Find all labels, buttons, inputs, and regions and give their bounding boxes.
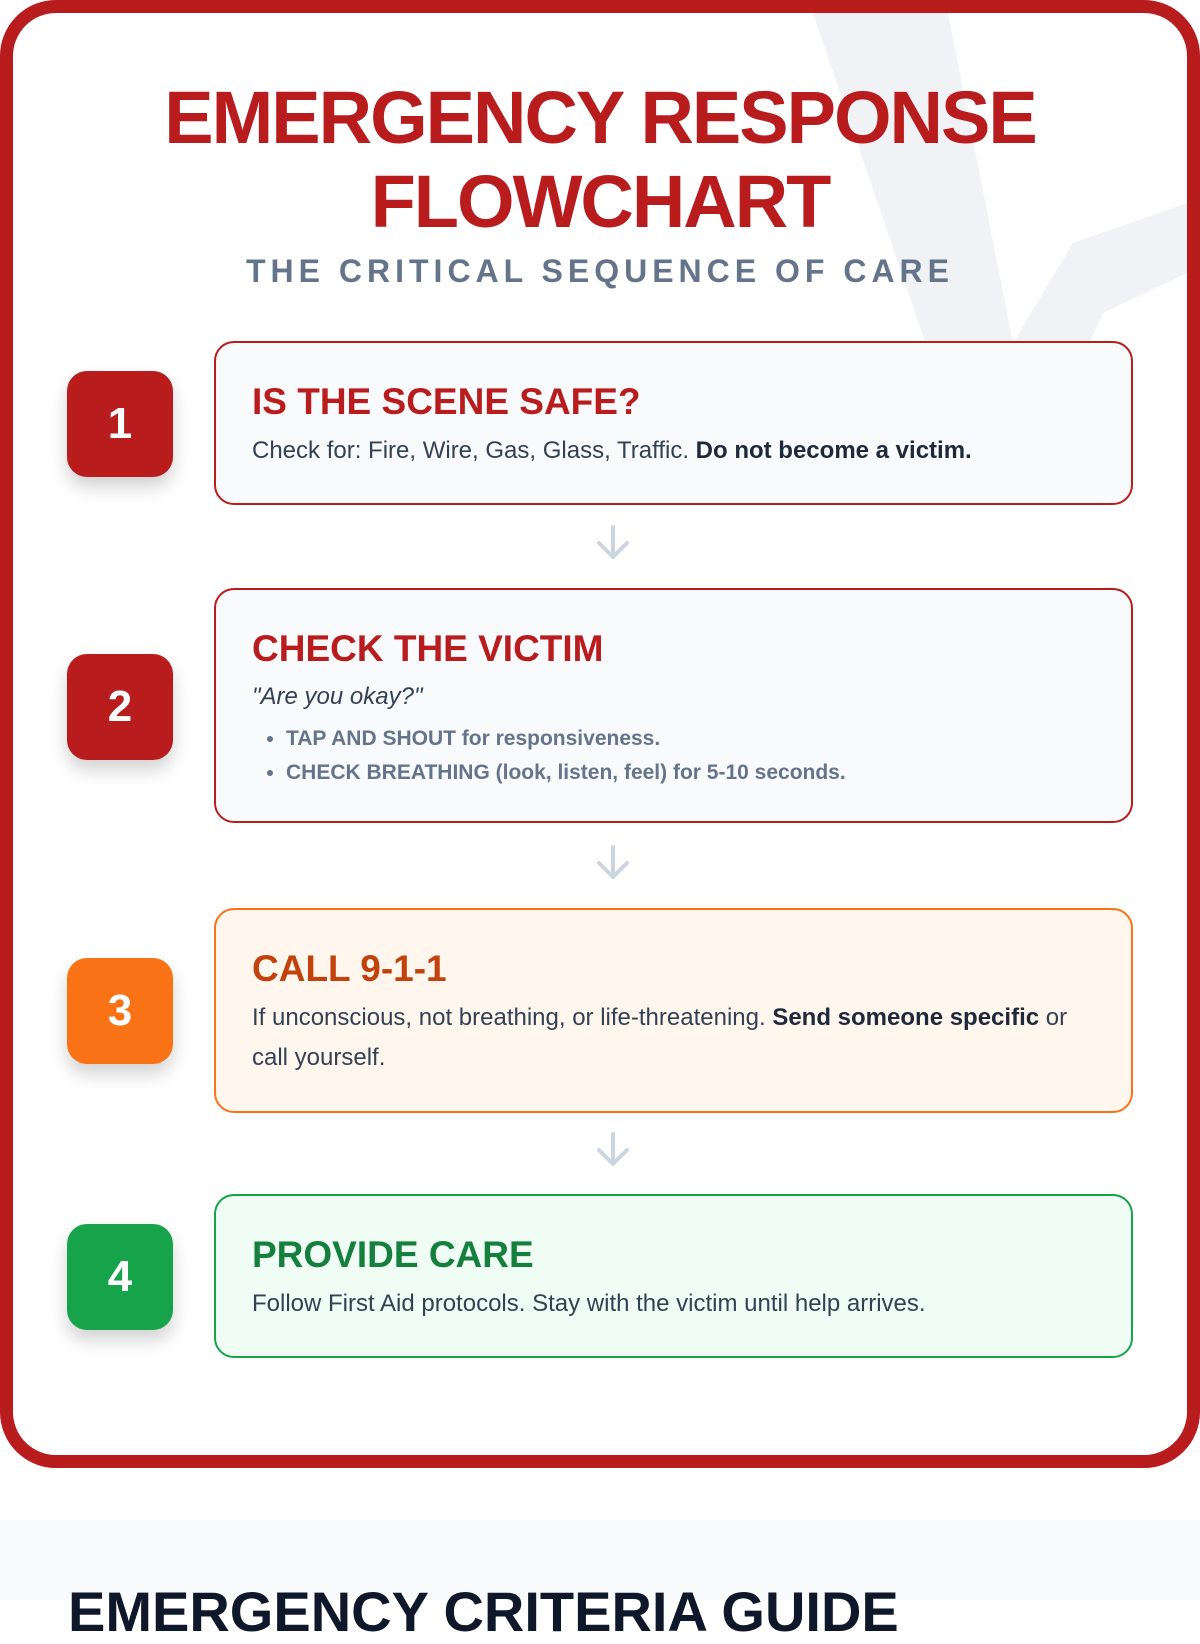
section-heading: EMERGENCY CRITERIA GUIDE (68, 1580, 899, 1643)
title-line-1: EMERGENCY RESPONSE (164, 76, 1036, 159)
step-4-title: PROVIDE CARE (252, 1234, 534, 1275)
step-2-quote: "Are you okay?" (252, 683, 423, 710)
step-3-box (214, 908, 1133, 1113)
step-3-description (252, 998, 1097, 1078)
title-line-2: FLOWCHART (370, 160, 830, 243)
arrow-down-icon (591, 1128, 635, 1172)
step-1-text: Check for: Fire, Wire, Gas, Glass, Traffic. (252, 437, 689, 464)
step-3-title: CALL 9-1-1 (252, 948, 447, 989)
step-3-text: If unconscious, not breathing, or life-threatening. (252, 1004, 766, 1031)
step-2-bullet: • CHECK BREATHING (look, listen, feel) for 5-10 seconds. (286, 756, 1097, 790)
page-subtitle: THE CRITICAL SEQUENCE OF CARE (246, 253, 954, 289)
arrow-down-icon (591, 521, 635, 565)
step-4-description: Follow First Aid protocols. Stay with the victim until help arrives. (252, 1290, 926, 1317)
step-2-box (214, 588, 1133, 823)
step-4-badge: 4 (67, 1224, 173, 1330)
step-1-badge: 1 (67, 371, 173, 477)
step-2-title: CHECK THE VICTIM (252, 628, 604, 669)
step-1-emphasis: Do not become a victim. (695, 437, 972, 464)
emergency-criteria-section (0, 1520, 1200, 1643)
step-4-box (214, 1194, 1133, 1358)
step-1-title: IS THE SCENE SAFE? (252, 381, 641, 422)
step-1-box (214, 341, 1133, 505)
arrow-down-icon (591, 841, 635, 885)
step-2-bullet: • TAP AND SHOUT for responsiveness. (286, 722, 1097, 756)
step-3-emphasis: Send someone specific (772, 1004, 1040, 1031)
page-title (13, 76, 1187, 244)
step-2-bullet-list (252, 722, 1097, 790)
step-3-badge: 3 (67, 958, 173, 1064)
step-3-text-after: or call yourself. (252, 1004, 1068, 1071)
step-2-badge: 2 (67, 654, 173, 760)
step-1-description (252, 431, 1097, 471)
